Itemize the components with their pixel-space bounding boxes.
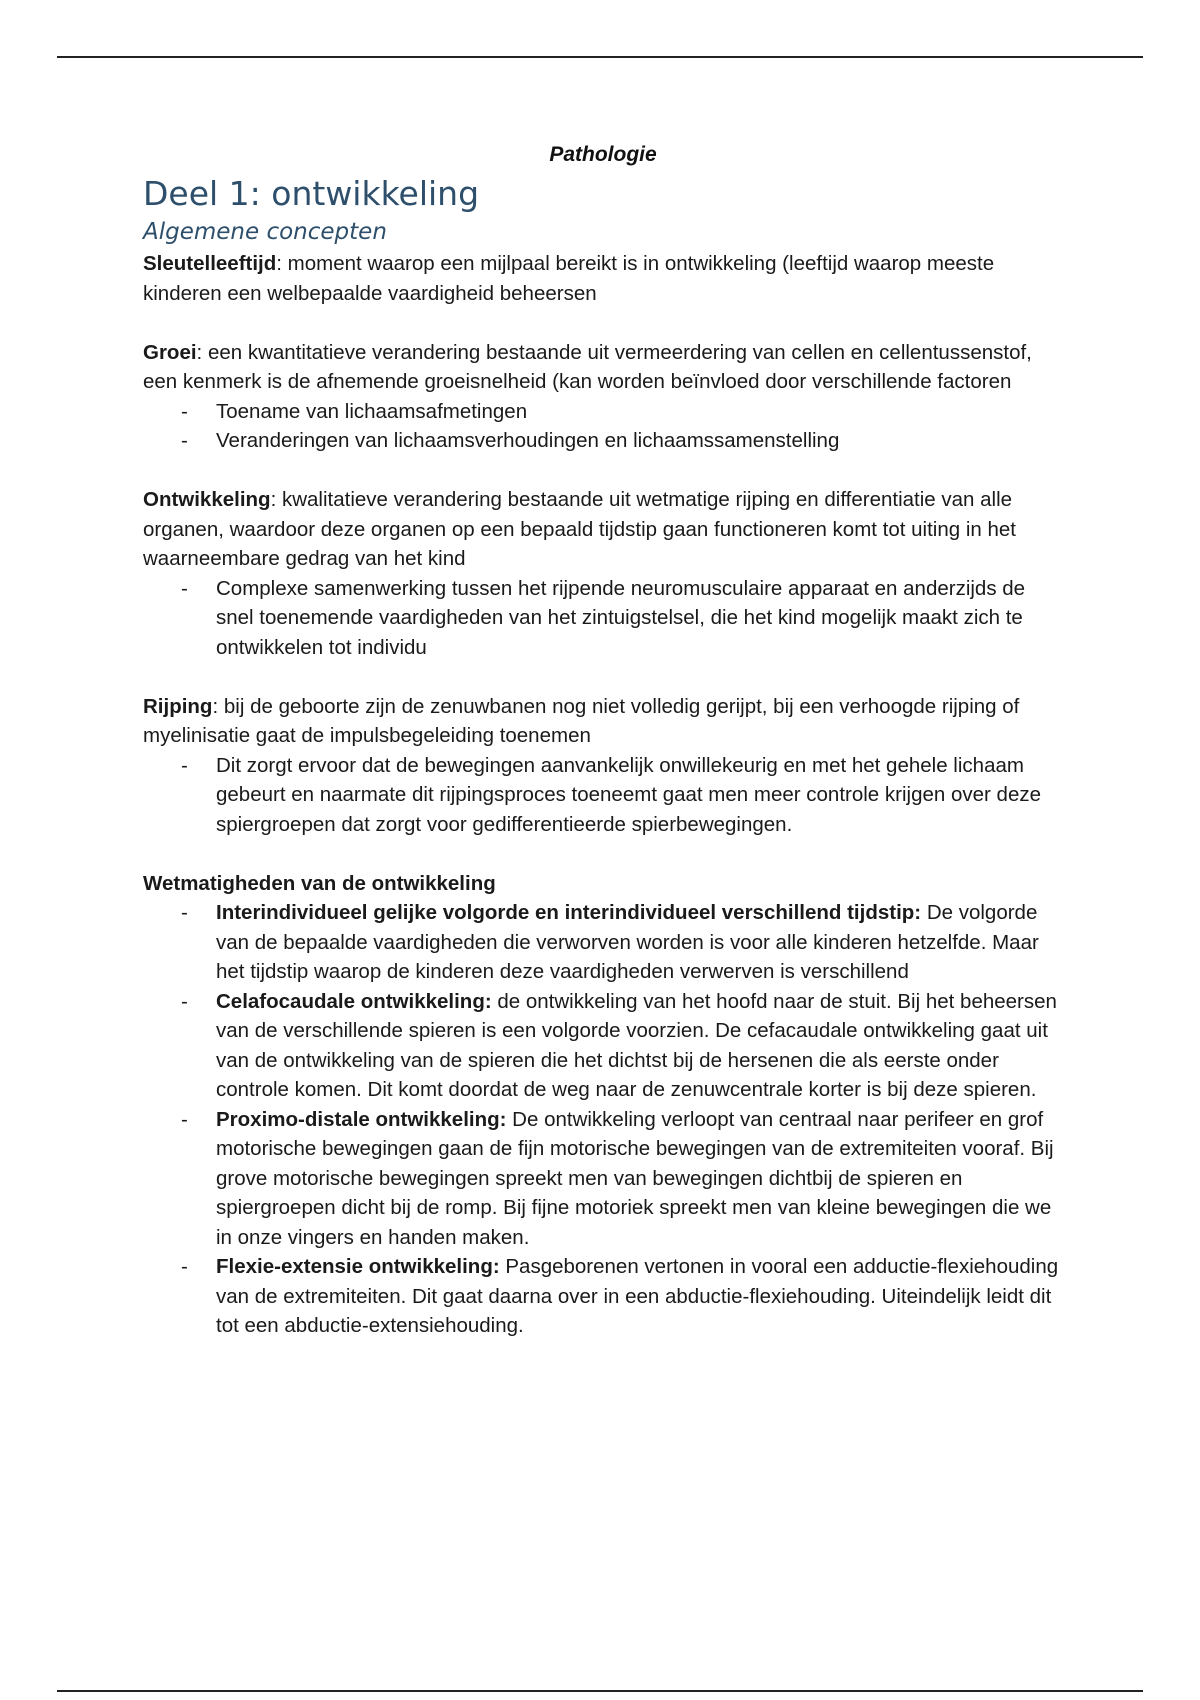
heading-general-concepts: Algemene concepten xyxy=(143,219,387,245)
list-item xyxy=(143,397,1063,427)
term-sleutelleeftijd: Sleutelleeftijd xyxy=(143,252,277,275)
list-item xyxy=(143,574,1063,663)
list-item xyxy=(143,898,1063,987)
dash-bullet: - xyxy=(181,576,188,600)
definition-text: : moment waarop een mijlpaal bereikt is in ontwikkeling (leeftijd waarop meeste kinderen een welbepaalde vaardigheid beheersen xyxy=(143,252,995,305)
groei-list xyxy=(143,397,1063,456)
list-item-text: Pasgeborenen vertonen in vooral een adductie-flexiehouding van de extremiteiten. Dit gaat daarna over in een abductie-flexiehouding. Uiteindelijk leidt dit tot een abductie-extensiehouding. xyxy=(216,1255,1059,1337)
definition-text: : een kwantitatieve verandering bestaande uit vermeerdering van cellen en cellentussenstof, een kenmerk is de afnemende groeisnelheid (kan worden beïnvloed door verschillende factoren xyxy=(143,340,1032,393)
term-ontwikkeling: Ontwikkeling xyxy=(143,488,271,511)
definition-text: : kwalitatieve verandering bestaande uit wetmatige rijping en differentiatie van alle organen, waardoor deze organen op een bepaald tijdstip gaan functioneren komt tot uiting in het waarneembare gedrag van het kind xyxy=(143,488,1017,570)
list-item-text: Veranderingen van lichaamsverhoudingen en lichaamssamenstelling xyxy=(216,429,840,452)
list-item-term: Interindividueel gelijke volgorde en interindividueel verschillend tijdstip: xyxy=(216,901,922,924)
definition-rijping xyxy=(143,692,1063,751)
spacer xyxy=(143,456,1063,486)
document-body xyxy=(143,140,1063,1341)
list-item-text: De ontwikkeling verloopt van centraal naar perifeer en grof motorische bewegingen gaan de fijn motorische bewegingen van de extremiteiten vooraf. Bij grove motorische bewegingen spreekt men van bewegingen dichtbij de spieren en spiergroepen dicht bij de romp. Bij fijne motoriek spreekt men van kleine bewegingen die we in onze vingers en handen maken. xyxy=(216,1107,1054,1249)
spacer xyxy=(143,839,1063,869)
spacer xyxy=(143,662,1063,692)
heading-wetmatigheden: Wetmatigheden van de ontwikkeling xyxy=(143,871,496,895)
document-title: Pathologie xyxy=(549,143,657,166)
list-item xyxy=(143,987,1063,1105)
list-item-text: Toename van lichaamsafmetingen xyxy=(216,399,528,423)
dash-bullet: - xyxy=(181,1107,188,1131)
list-item xyxy=(143,751,1063,840)
list-item-term: Celafocaudale ontwikkeling: xyxy=(216,989,492,1013)
list-item xyxy=(143,426,1063,456)
definition-ontwikkeling xyxy=(143,485,1063,574)
list-item-term: Flexie-extensie ontwikkeling: xyxy=(216,1255,500,1278)
list-item xyxy=(143,1105,1063,1253)
list-item-text: Dit zorgt ervoor dat de bewegingen aanvankelijk onwillekeurig en met het gehele lichaam gebeurt en naarmate dit rijpingsproces toeneemt gaat men meer controle krijgen over deze spiergroepen dat zorgt voor gedifferentieerde spierbewegingen. xyxy=(216,753,1042,836)
wetmatigheden-list xyxy=(143,898,1063,1341)
dash-bullet: - xyxy=(181,429,188,452)
definition-groei xyxy=(143,338,1063,397)
heading-part-1: Deel 1: ontwikkeling xyxy=(143,174,480,213)
list-item-text: Complexe samenwerking tussen het rijpende neuromusculaire apparaat en anderzijds de snel toenemende vaardigheden van het zintuigstelsel, die het kind mogelijk maakt zich te ontwikkelen tot individu xyxy=(216,576,1026,659)
dash-bullet: - xyxy=(181,1255,188,1278)
term-groei: Groei xyxy=(143,340,197,364)
list-item-text: de ontwikkeling van het hoofd naar de stuit. Bij het beheersen van de verschillende spieren is een volgorde voorzien. De cefacaudale ontwikkeling gaat uit van de ontwikkeling van de spieren die het dichtst bij de hersenen die als eerste onder controle komen. Dit komt doordat de weg naar de zenuwcentrale korter is bij deze spieren. xyxy=(216,989,1057,1101)
dash-bullet: - xyxy=(181,989,188,1013)
term-rijping: Rijping xyxy=(143,694,213,718)
definition-text: : bij de geboorte zijn de zenuwbanen nog niet volledig gerijpt, bij een verhoogde rijping of myelinisatie gaat de impulsbegeleiding toenemen xyxy=(143,694,1020,747)
ontwikkeling-list xyxy=(143,574,1063,663)
list-item xyxy=(143,1252,1063,1341)
footer-rule xyxy=(57,1690,1143,1692)
dash-bullet: - xyxy=(181,399,188,423)
list-item-text: De volgorde van de bepaalde vaardigheden die verworven worden is voor alle kinderen hetzelfde. Maar het tijdstip waarop de kinderen deze vaardigheden verwerven is verschillend xyxy=(216,901,1039,983)
rijping-list xyxy=(143,751,1063,840)
definition-sleutelleeftijd xyxy=(143,249,1063,308)
dash-bullet: - xyxy=(181,753,188,777)
dash-bullet: - xyxy=(181,901,188,924)
header-rule xyxy=(57,56,1143,58)
spacer xyxy=(143,308,1063,338)
list-item-term: Proximo-distale ontwikkeling: xyxy=(216,1107,507,1131)
